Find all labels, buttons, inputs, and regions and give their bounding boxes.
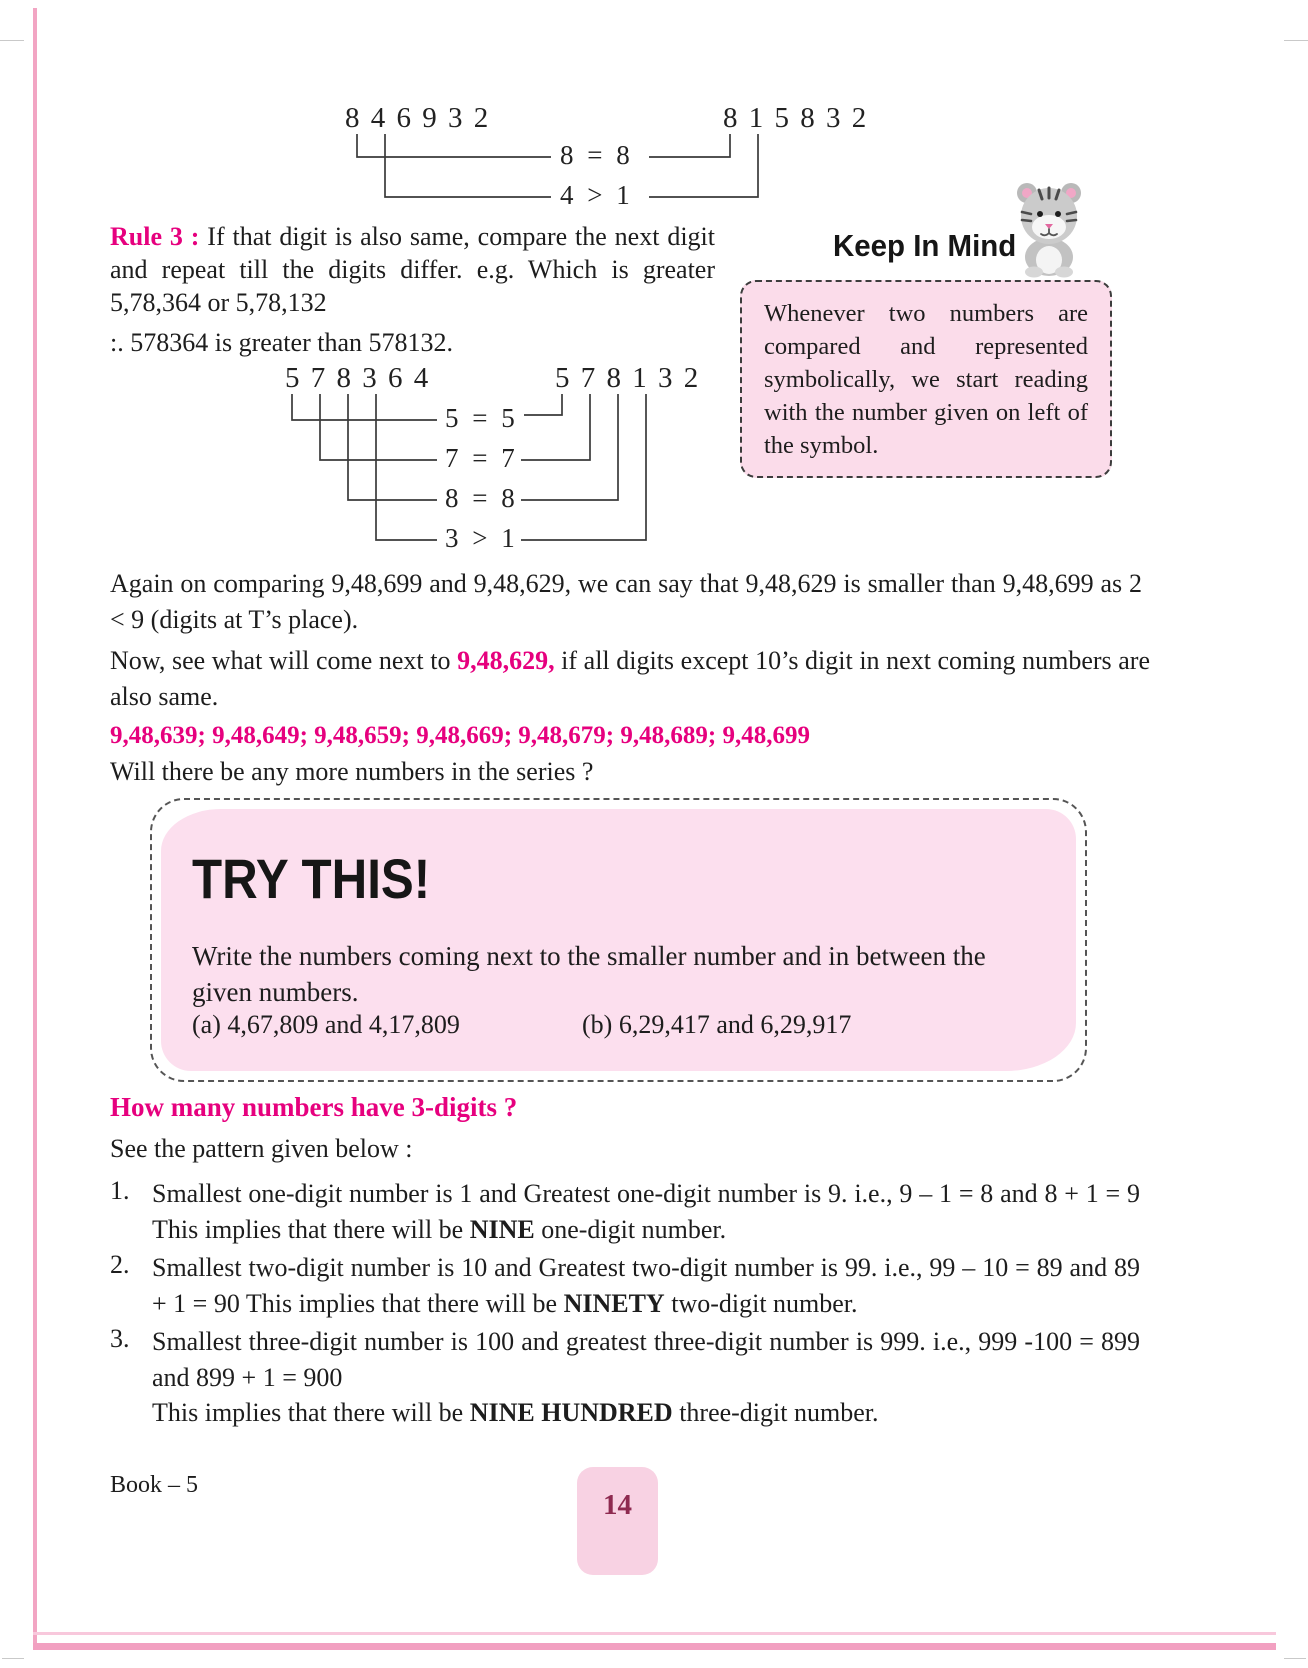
list-item-1-number: 1. (110, 1176, 130, 1205)
list-item-1-text: Smallest one-digit number is 1 and Greatest one-digit number is 9. i.e., 9 – 1 = 8 and 8 + 1 = 9 This implies that there will be NINE one-digit number. (152, 1179, 1140, 1244)
section-intro: See the pattern given below : (110, 1134, 413, 1163)
diagram-top-row-0: 8 = 8 (560, 140, 630, 170)
diagram-rule3-right-number: 5 7 8 1 3 2 (555, 362, 699, 394)
page-number-tab (577, 1467, 658, 1575)
crop-mark-bottom-right (1284, 1658, 1306, 1659)
rule3-conclusion: :. 578364 is greater than 578132. (110, 328, 453, 357)
section-heading: How many numbers have 3-digits ? (110, 1092, 518, 1122)
diagram-top-left-number: 8 4 6 9 3 2 (345, 102, 489, 134)
paragraph-next-suffix: if all digits except 10’s digit in next coming numbers are also same. (110, 646, 1150, 711)
crop-mark-top-right (1284, 40, 1308, 41)
list-conclusion: This implies that there will be NINE HUNDRED three-digit number. (152, 1398, 879, 1427)
diagram-rule3-left-number: 5 7 8 3 6 4 (285, 362, 429, 394)
crop-mark-bottom-left (2, 1658, 24, 1659)
diagram-rule3-row-3: 3 > 1 (445, 523, 515, 553)
try-this-box (150, 798, 1087, 1082)
diagram-top-right-number: 8 1 5 8 3 2 (723, 102, 867, 134)
paragraph-next-prefix: Now, see what will come next to (110, 646, 458, 675)
diagram-rule3-row-2: 8 = 8 (445, 483, 515, 513)
keep-in-mind-title: Keep In Mind (833, 228, 1017, 263)
list-item-2-number: 2. (110, 1250, 130, 1279)
bottom-border-line-thick (33, 1643, 1276, 1650)
paragraph-next (110, 643, 1150, 715)
crop-mark-top-left (0, 40, 24, 41)
rule3-paragraph (110, 220, 715, 319)
list-item-2-text: Smallest two-digit number is 10 and Greatest two-digit number is 99. i.e., 99 – 10 = 89 and 89 + 1 = 90 This implies that there will be NINETY two-digit number. (152, 1253, 1140, 1318)
footer-book-label: Book – 5 (110, 1472, 199, 1498)
paragraph-compare: Again on comparing 9,48,699 and 9,48,629, we can say that 9,48,629 is smaller than 9,48,699 as 2 < 9 (digits at T’s place). (110, 569, 1142, 634)
keep-in-mind-text: Whenever two numbers are compared and represented symbolically, we start reading with the number given on left of the symbol. (764, 300, 1088, 459)
tiger-mascot-icon (1003, 178, 1095, 278)
try-this-title: TRY THIS! (192, 847, 431, 910)
paragraph-next-highlight: 9,48,629, (457, 646, 555, 675)
left-border-line (33, 8, 37, 1644)
page-number: 14 (603, 1489, 632, 1521)
diagram-rule3-row-0: 5 = 5 (445, 403, 515, 433)
diagram-top-row-1: 4 > 1 (560, 180, 630, 210)
try-this-body: Write the numbers coming next to the smaller number and in between the given numbers. (192, 941, 986, 1007)
diagram-rule3-row-1: 7 = 7 (445, 443, 515, 473)
bottom-border-line-thin (33, 1632, 1276, 1635)
question-line: Will there be any more numbers in the series ? (110, 757, 594, 786)
keep-in-mind-box (740, 280, 1112, 478)
rule3-label: Rule 3 : (110, 222, 200, 251)
series-line: 9,48,639; 9,48,649; 9,48,659; 9,48,669; 9,48,679; 9,48,689; 9,48,699 (110, 722, 810, 749)
rule3-text: If that digit is also same, compare the next digit and repeat till the digits differ. e.g. Which is greater 5,78,364 or 5,78,132 (110, 222, 715, 317)
try-this-option-b: (b) 6,29,417 and 6,29,917 (582, 1010, 852, 1039)
try-this-option-a: (a) 4,67,809 and 4,17,809 (192, 1010, 460, 1039)
list-item-3-number: 3. (110, 1324, 130, 1353)
list-item-3-text: Smallest three-digit number is 100 and greatest three-digit number is 999. i.e., 999 -100 = 899 and 899 + 1 = 900 (152, 1327, 1140, 1392)
